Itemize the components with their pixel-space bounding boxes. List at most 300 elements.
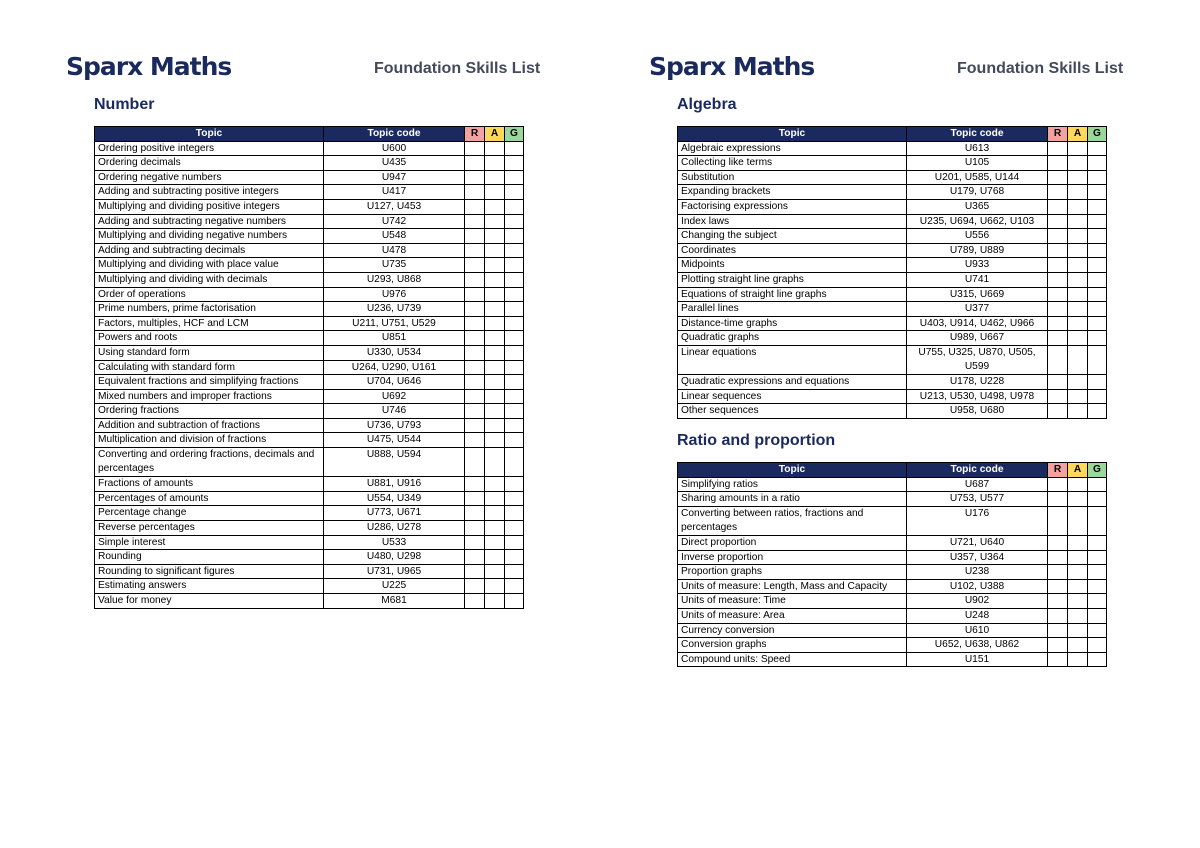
rag-g-checkbox[interactable] <box>1088 492 1107 507</box>
table-row <box>678 141 1107 156</box>
topic-cell: Estimating answers <box>95 579 324 594</box>
topic-code-cell: U735 <box>324 258 465 273</box>
rag-a-checkbox[interactable] <box>1068 492 1088 507</box>
rag-r-checkbox[interactable] <box>1048 404 1068 419</box>
rag-g-checkbox[interactable] <box>1088 272 1107 287</box>
rag-r-checkbox[interactable] <box>1048 535 1068 550</box>
rag-g-checkbox[interactable] <box>505 170 524 185</box>
rag-r-checkbox[interactable] <box>1048 345 1068 374</box>
table-row <box>678 594 1107 609</box>
topic-cell: Currency conversion <box>678 623 907 638</box>
topic-code-cell: U600 <box>324 141 465 156</box>
rag-g-checkbox[interactable] <box>505 433 524 448</box>
topic-code-cell: U742 <box>324 214 465 229</box>
rag-amber-header: A <box>485 127 505 142</box>
topic-cell: Fractions of amounts <box>95 477 324 492</box>
rag-a-checkbox[interactable] <box>1068 594 1088 609</box>
rag-a-checkbox[interactable] <box>1068 170 1088 185</box>
topic-code-cell: U652, U638, U862 <box>907 638 1048 653</box>
rag-r-checkbox[interactable] <box>465 156 485 171</box>
rag-a-checkbox[interactable] <box>1068 550 1088 565</box>
rag-g-checkbox[interactable] <box>505 199 524 214</box>
rag-r-checkbox[interactable] <box>1048 389 1068 404</box>
table-row <box>95 491 524 506</box>
rag-g-checkbox[interactable] <box>505 331 524 346</box>
rag-g-checkbox[interactable] <box>1088 638 1107 653</box>
topic-cell: Quadratic graphs <box>678 331 907 346</box>
table-row <box>95 214 524 229</box>
rag-g-checkbox[interactable] <box>1088 156 1107 171</box>
rag-a-checkbox[interactable] <box>1068 404 1088 419</box>
topic-cell: Substitution <box>678 170 907 185</box>
table-row <box>678 214 1107 229</box>
rag-r-checkbox[interactable] <box>465 243 485 258</box>
topic-cell: Multiplying and dividing positive integers <box>95 199 324 214</box>
table-row <box>95 564 524 579</box>
table-row <box>678 229 1107 244</box>
rag-a-checkbox[interactable] <box>1068 389 1088 404</box>
rag-a-checkbox[interactable] <box>485 448 505 477</box>
rag-r-checkbox[interactable] <box>465 229 485 244</box>
rag-a-checkbox[interactable] <box>1068 243 1088 258</box>
rag-green-header: G <box>505 127 524 142</box>
rag-a-checkbox[interactable] <box>1068 565 1088 580</box>
rag-g-checkbox[interactable] <box>1088 623 1107 638</box>
topic-cell: Units of measure: Length, Mass and Capacity <box>678 579 907 594</box>
rag-a-checkbox[interactable] <box>1068 331 1088 346</box>
rag-r-checkbox[interactable] <box>465 564 485 579</box>
topic-cell: Simple interest <box>95 535 324 550</box>
rag-r-checkbox[interactable] <box>1048 550 1068 565</box>
rag-r-checkbox[interactable] <box>465 316 485 331</box>
rag-g-checkbox[interactable] <box>505 345 524 360</box>
topic-cell: Inverse proportion <box>678 550 907 565</box>
rag-r-checkbox[interactable] <box>465 535 485 550</box>
rag-g-checkbox[interactable] <box>1088 214 1107 229</box>
rag-r-checkbox[interactable] <box>465 331 485 346</box>
rag-a-checkbox[interactable] <box>1068 229 1088 244</box>
rag-g-checkbox[interactable] <box>505 141 524 156</box>
topic-code-cell: U403, U914, U462, U966 <box>907 316 1048 331</box>
rag-g-checkbox[interactable] <box>505 287 524 302</box>
rag-g-checkbox[interactable] <box>505 258 524 273</box>
table-row <box>678 258 1107 273</box>
rag-r-checkbox[interactable] <box>1048 258 1068 273</box>
rag-g-checkbox[interactable] <box>505 550 524 565</box>
rag-g-checkbox[interactable] <box>505 418 524 433</box>
rag-a-checkbox[interactable] <box>1068 638 1088 653</box>
rag-g-checkbox[interactable] <box>505 316 524 331</box>
rag-a-checkbox[interactable] <box>1068 375 1088 390</box>
topic-cell: Linear sequences <box>678 389 907 404</box>
rag-a-checkbox[interactable] <box>485 345 505 360</box>
table-row <box>678 579 1107 594</box>
rag-r-checkbox[interactable] <box>465 389 485 404</box>
rag-g-checkbox[interactable] <box>1088 594 1107 609</box>
rag-a-checkbox[interactable] <box>485 302 505 317</box>
rag-g-checkbox[interactable] <box>505 302 524 317</box>
rag-g-checkbox[interactable] <box>1088 316 1107 331</box>
topic-code-cell: U731, U965 <box>324 564 465 579</box>
table-row <box>95 433 524 448</box>
rag-r-checkbox[interactable] <box>465 448 485 477</box>
rag-r-checkbox[interactable] <box>1048 492 1068 507</box>
topic-cell: Powers and roots <box>95 331 324 346</box>
rag-r-checkbox[interactable] <box>465 199 485 214</box>
topic-code-cell: U201, U585, U144 <box>907 170 1048 185</box>
rag-a-checkbox[interactable] <box>485 375 505 390</box>
topic-cell: Compound units: Speed <box>678 652 907 667</box>
rag-a-checkbox[interactable] <box>485 141 505 156</box>
topic-code-cell: U773, U671 <box>324 506 465 521</box>
rag-r-checkbox[interactable] <box>1048 331 1068 346</box>
topic-code-cell: U151 <box>907 652 1048 667</box>
rag-r-checkbox[interactable] <box>1048 156 1068 171</box>
rag-r-checkbox[interactable] <box>465 594 485 609</box>
rag-a-checkbox[interactable] <box>485 287 505 302</box>
number-skills-table <box>94 126 524 609</box>
rag-g-checkbox[interactable] <box>1088 199 1107 214</box>
topic-code-cell: U475, U544 <box>324 433 465 448</box>
topic-code-cell: U178, U228 <box>907 375 1048 390</box>
rag-g-checkbox[interactable] <box>505 243 524 258</box>
rag-g-checkbox[interactable] <box>1088 389 1107 404</box>
rag-a-checkbox[interactable] <box>485 418 505 433</box>
ratio-skills-table <box>677 462 1107 667</box>
rag-g-checkbox[interactable] <box>1088 579 1107 594</box>
rag-r-checkbox[interactable] <box>465 360 485 375</box>
rag-a-checkbox[interactable] <box>485 185 505 200</box>
topic-code-cell: U357, U364 <box>907 550 1048 565</box>
rag-g-checkbox[interactable] <box>505 214 524 229</box>
rag-a-checkbox[interactable] <box>1068 608 1088 623</box>
rag-g-checkbox[interactable] <box>505 229 524 244</box>
table-row <box>95 272 524 287</box>
topic-code-cell: U947 <box>324 170 465 185</box>
topic-code-cell: U248 <box>907 608 1048 623</box>
rag-r-checkbox[interactable] <box>1048 199 1068 214</box>
topic-code-cell: U236, U739 <box>324 302 465 317</box>
rag-r-checkbox[interactable] <box>1048 579 1068 594</box>
rag-g-checkbox[interactable] <box>1088 243 1107 258</box>
rag-a-checkbox[interactable] <box>485 331 505 346</box>
rag-g-checkbox[interactable] <box>1088 608 1107 623</box>
rag-a-checkbox[interactable] <box>1068 652 1088 667</box>
rag-r-checkbox[interactable] <box>1048 594 1068 609</box>
rag-r-checkbox[interactable] <box>1048 302 1068 317</box>
rag-r-checkbox[interactable] <box>1048 477 1068 492</box>
rag-a-checkbox[interactable] <box>485 477 505 492</box>
topic-code-cell: U211, U751, U529 <box>324 316 465 331</box>
rag-r-checkbox[interactable] <box>465 287 485 302</box>
rag-a-checkbox[interactable] <box>485 535 505 550</box>
section-title-number: Number <box>94 96 155 113</box>
rag-g-checkbox[interactable] <box>1088 185 1107 200</box>
topic-cell: Rounding to significant figures <box>95 564 324 579</box>
rag-g-checkbox[interactable] <box>505 272 524 287</box>
rag-g-checkbox[interactable] <box>505 594 524 609</box>
table-row <box>678 170 1107 185</box>
table-row <box>95 229 524 244</box>
rag-r-checkbox[interactable] <box>465 272 485 287</box>
rag-a-checkbox[interactable] <box>485 170 505 185</box>
topic-cell: Algebraic expressions <box>678 141 907 156</box>
rag-r-checkbox[interactable] <box>465 375 485 390</box>
rag-a-checkbox[interactable] <box>485 433 505 448</box>
topic-code-cell: U480, U298 <box>324 550 465 565</box>
rag-r-checkbox[interactable] <box>1048 243 1068 258</box>
topic-code-cell: U533 <box>324 535 465 550</box>
topic-code-cell: U958, U680 <box>907 404 1048 419</box>
rag-r-checkbox[interactable] <box>1048 141 1068 156</box>
rag-a-checkbox[interactable] <box>1068 316 1088 331</box>
topic-code-cell: U989, U667 <box>907 331 1048 346</box>
rag-r-checkbox[interactable] <box>465 214 485 229</box>
rag-g-checkbox[interactable] <box>1088 141 1107 156</box>
rag-a-checkbox[interactable] <box>1068 141 1088 156</box>
rag-a-checkbox[interactable] <box>485 550 505 565</box>
rag-red-header: R <box>465 127 485 142</box>
rag-red-header: R <box>1048 463 1068 478</box>
rag-a-checkbox[interactable] <box>485 594 505 609</box>
rag-g-checkbox[interactable] <box>1088 287 1107 302</box>
rag-r-checkbox[interactable] <box>465 302 485 317</box>
rag-a-checkbox[interactable] <box>1068 345 1088 374</box>
table-row <box>95 389 524 404</box>
table-row <box>678 492 1107 507</box>
topic-cell: Using standard form <box>95 345 324 360</box>
topic-code-cell: U293, U868 <box>324 272 465 287</box>
rag-r-checkbox[interactable] <box>465 345 485 360</box>
rag-r-checkbox[interactable] <box>1048 214 1068 229</box>
sparx-logo-left: Sparx Maths <box>66 52 232 81</box>
table-row <box>678 199 1107 214</box>
topic-cell: Adding and subtracting decimals <box>95 243 324 258</box>
rag-r-checkbox[interactable] <box>465 506 485 521</box>
rag-r-checkbox[interactable] <box>465 521 485 536</box>
rag-a-checkbox[interactable] <box>1068 623 1088 638</box>
topic-code-cell: U377 <box>907 302 1048 317</box>
rag-g-checkbox[interactable] <box>505 506 524 521</box>
topic-cell: Multiplying and dividing negative numbers <box>95 229 324 244</box>
rag-g-checkbox[interactable] <box>505 448 524 477</box>
rag-r-checkbox[interactable] <box>1048 272 1068 287</box>
rag-r-checkbox[interactable] <box>465 141 485 156</box>
rag-a-checkbox[interactable] <box>1068 199 1088 214</box>
rag-r-checkbox[interactable] <box>1048 229 1068 244</box>
rag-g-checkbox[interactable] <box>505 521 524 536</box>
rag-g-checkbox[interactable] <box>1088 345 1107 374</box>
rag-r-checkbox[interactable] <box>1048 608 1068 623</box>
rag-a-checkbox[interactable] <box>485 404 505 419</box>
topic-code-cell: U286, U278 <box>324 521 465 536</box>
rag-g-checkbox[interactable] <box>1088 404 1107 419</box>
rag-r-checkbox[interactable] <box>465 433 485 448</box>
topic-code-cell: U687 <box>907 477 1048 492</box>
rag-r-checkbox[interactable] <box>465 477 485 492</box>
table-row <box>95 316 524 331</box>
rag-g-checkbox[interactable] <box>1088 170 1107 185</box>
topic-cell: Reverse percentages <box>95 521 324 536</box>
rag-g-checkbox[interactable] <box>1088 535 1107 550</box>
topic-code-cell: U976 <box>324 287 465 302</box>
rag-g-checkbox[interactable] <box>1088 258 1107 273</box>
rag-g-checkbox[interactable] <box>505 404 524 419</box>
topic-code-cell: U881, U916 <box>324 477 465 492</box>
topic-cell: Changing the subject <box>678 229 907 244</box>
rag-g-checkbox[interactable] <box>505 360 524 375</box>
rag-r-checkbox[interactable] <box>1048 652 1068 667</box>
topic-code-cell: U704, U646 <box>324 375 465 390</box>
topic-cell: Ordering decimals <box>95 156 324 171</box>
rag-a-checkbox[interactable] <box>485 243 505 258</box>
rag-a-checkbox[interactable] <box>1068 287 1088 302</box>
table-row <box>678 185 1107 200</box>
topic-cell: Coordinates <box>678 243 907 258</box>
rag-a-checkbox[interactable] <box>1068 535 1088 550</box>
topic-cell: Percentages of amounts <box>95 491 324 506</box>
rag-g-checkbox[interactable] <box>1088 550 1107 565</box>
topic-cell: Equations of straight line graphs <box>678 287 907 302</box>
rag-a-checkbox[interactable] <box>485 229 505 244</box>
topic-cell: Ordering negative numbers <box>95 170 324 185</box>
rag-r-checkbox[interactable] <box>465 258 485 273</box>
topic-cell: Sharing amounts in a ratio <box>678 492 907 507</box>
rag-a-checkbox[interactable] <box>485 579 505 594</box>
doc-title-right: Foundation Skills List <box>957 60 1124 77</box>
rag-r-checkbox[interactable] <box>465 550 485 565</box>
rag-g-checkbox[interactable] <box>505 491 524 506</box>
rag-r-checkbox[interactable] <box>1048 565 1068 580</box>
table-row <box>95 521 524 536</box>
topic-code-cell: U365 <box>907 199 1048 214</box>
rag-amber-header: A <box>1068 463 1088 478</box>
table-row <box>95 418 524 433</box>
topic-code-cell: U238 <box>907 565 1048 580</box>
rag-a-checkbox[interactable] <box>485 258 505 273</box>
table-row <box>95 594 524 609</box>
rag-a-checkbox[interactable] <box>1068 477 1088 492</box>
topic-cell: Factors, multiples, HCF and LCM <box>95 316 324 331</box>
rag-a-checkbox[interactable] <box>485 156 505 171</box>
topic-cell: Factorising expressions <box>678 199 907 214</box>
rag-r-checkbox[interactable] <box>1048 170 1068 185</box>
topic-code-cell: U613 <box>907 141 1048 156</box>
topic-code-cell: U105 <box>907 156 1048 171</box>
rag-r-checkbox[interactable] <box>1048 506 1068 535</box>
rag-g-checkbox[interactable] <box>505 579 524 594</box>
rag-g-checkbox[interactable] <box>1088 565 1107 580</box>
rag-a-checkbox[interactable] <box>485 491 505 506</box>
rag-g-checkbox[interactable] <box>505 389 524 404</box>
topic-cell: Prime numbers, prime factorisation <box>95 302 324 317</box>
topic-cell: Plotting straight line graphs <box>678 272 907 287</box>
table-row <box>678 345 1107 374</box>
rag-a-checkbox[interactable] <box>1068 214 1088 229</box>
rag-g-checkbox[interactable] <box>505 156 524 171</box>
rag-r-checkbox[interactable] <box>465 404 485 419</box>
rag-a-checkbox[interactable] <box>1068 302 1088 317</box>
topic-cell: Percentage change <box>95 506 324 521</box>
topic-cell: Order of operations <box>95 287 324 302</box>
rag-green-header: G <box>1088 127 1107 142</box>
rag-a-checkbox[interactable] <box>485 272 505 287</box>
rag-a-checkbox[interactable] <box>1068 156 1088 171</box>
rag-r-checkbox[interactable] <box>1048 638 1068 653</box>
rag-a-checkbox[interactable] <box>1068 258 1088 273</box>
topic-cell: Midpoints <box>678 258 907 273</box>
table-row <box>678 375 1107 390</box>
topic-cell: Converting between ratios, fractions and percentages <box>678 506 907 535</box>
topic-cell: Quadratic expressions and equations <box>678 375 907 390</box>
rag-r-checkbox[interactable] <box>1048 316 1068 331</box>
rag-a-checkbox[interactable] <box>485 316 505 331</box>
rag-green-header: G <box>1088 463 1107 478</box>
table-row <box>678 652 1107 667</box>
rag-r-checkbox[interactable] <box>1048 185 1068 200</box>
rag-g-checkbox[interactable] <box>505 185 524 200</box>
topic-code-cell: U753, U577 <box>907 492 1048 507</box>
rag-r-checkbox[interactable] <box>1048 623 1068 638</box>
rag-r-checkbox[interactable] <box>465 170 485 185</box>
rag-g-checkbox[interactable] <box>505 564 524 579</box>
topic-cell: Multiplication and division of fractions <box>95 433 324 448</box>
rag-a-checkbox[interactable] <box>485 214 505 229</box>
rag-g-checkbox[interactable] <box>505 477 524 492</box>
rag-r-checkbox[interactable] <box>1048 375 1068 390</box>
rag-g-checkbox[interactable] <box>505 375 524 390</box>
rag-g-checkbox[interactable] <box>1088 652 1107 667</box>
topic-code-cell: U888, U594 <box>324 448 465 477</box>
doc-title-left: Foundation Skills List <box>374 60 541 77</box>
table-row <box>95 185 524 200</box>
rag-a-checkbox[interactable] <box>485 521 505 536</box>
rag-g-checkbox[interactable] <box>1088 229 1107 244</box>
rag-r-checkbox[interactable] <box>465 185 485 200</box>
table-row <box>95 360 524 375</box>
rag-r-checkbox[interactable] <box>1048 287 1068 302</box>
rag-r-checkbox[interactable] <box>465 418 485 433</box>
rag-a-checkbox[interactable] <box>1068 579 1088 594</box>
topic-cell: Expanding brackets <box>678 185 907 200</box>
rag-amber-header: A <box>1068 127 1088 142</box>
rag-g-checkbox[interactable] <box>1088 477 1107 492</box>
rag-r-checkbox[interactable] <box>465 579 485 594</box>
topic-code-cell: U746 <box>324 404 465 419</box>
rag-r-checkbox[interactable] <box>465 491 485 506</box>
rag-a-checkbox[interactable] <box>485 564 505 579</box>
rag-a-checkbox[interactable] <box>1068 185 1088 200</box>
table-row <box>95 302 524 317</box>
rag-a-checkbox[interactable] <box>1068 272 1088 287</box>
topic-code-header: Topic code <box>907 463 1048 478</box>
topic-code-header: Topic code <box>324 127 465 142</box>
rag-a-checkbox[interactable] <box>485 389 505 404</box>
rag-g-checkbox[interactable] <box>1088 506 1107 535</box>
table-row <box>678 565 1107 580</box>
rag-g-checkbox[interactable] <box>1088 375 1107 390</box>
rag-a-checkbox[interactable] <box>485 506 505 521</box>
rag-a-checkbox[interactable] <box>1068 506 1088 535</box>
rag-g-checkbox[interactable] <box>1088 302 1107 317</box>
rag-a-checkbox[interactable] <box>485 360 505 375</box>
rag-g-checkbox[interactable] <box>505 535 524 550</box>
rag-g-checkbox[interactable] <box>1088 331 1107 346</box>
table-row <box>95 550 524 565</box>
topic-code-cell: U789, U889 <box>907 243 1048 258</box>
topic-code-cell: U225 <box>324 579 465 594</box>
rag-a-checkbox[interactable] <box>485 199 505 214</box>
